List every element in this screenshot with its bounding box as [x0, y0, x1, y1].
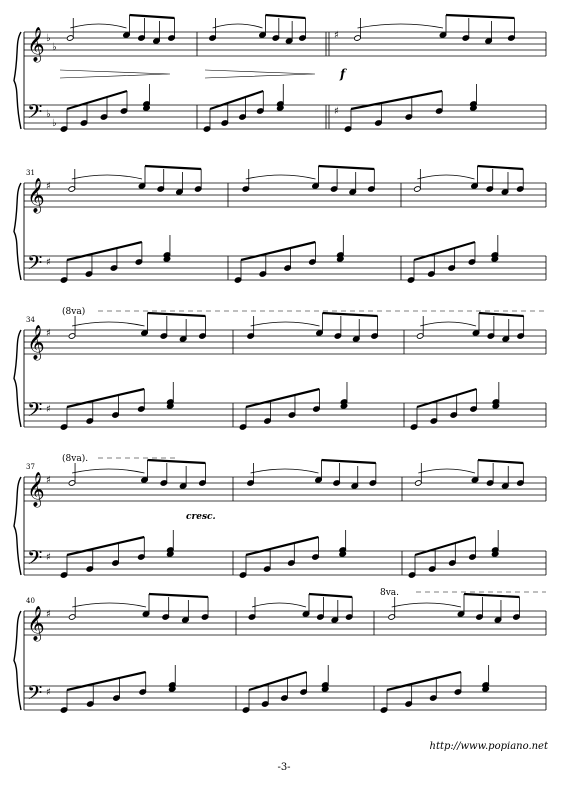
- note-beam: [309, 594, 352, 597]
- tie-slur: [252, 603, 306, 607]
- tie-slur: [246, 175, 316, 179]
- system-4: [14, 453, 546, 578]
- note-beam: [67, 537, 144, 555]
- bass-clef-icon: 𝄢: [27, 251, 43, 279]
- tie-slur: [251, 469, 319, 473]
- sharp-icon: ♯: [46, 257, 51, 268]
- tie-slur: [213, 24, 263, 28]
- bass-clef-icon: 𝄢: [27, 100, 43, 128]
- note-beam: [322, 460, 376, 463]
- note-beam: [148, 313, 206, 316]
- note-beam: [246, 537, 318, 555]
- treble-clef-icon: 𝄞: [27, 27, 45, 62]
- sharp-icon: ♯: [46, 552, 51, 563]
- tie-slur: [72, 322, 144, 326]
- treble-clef-icon: 𝄞: [27, 606, 45, 641]
- note-beam: [67, 672, 146, 690]
- ottava-marking: (8va).: [62, 454, 89, 464]
- note-beam: [415, 537, 475, 555]
- flat-icon: ♭: [46, 109, 51, 120]
- flat-icon: ♭: [46, 33, 51, 44]
- note-beam: [479, 313, 524, 316]
- flat-icon: ♭: [52, 118, 57, 129]
- note-beam: [446, 15, 514, 18]
- measure-number: 34: [26, 316, 35, 324]
- note-beam: [478, 460, 523, 463]
- tie-slur: [420, 322, 476, 326]
- note-beam: [67, 389, 144, 407]
- system-1: [14, 15, 546, 132]
- grand-staff-brace: [14, 330, 21, 427]
- sharp-icon: ♯: [334, 106, 339, 117]
- treble-clef-icon: 𝄞: [27, 178, 45, 213]
- tie-slur: [251, 322, 320, 326]
- note-beam: [249, 672, 307, 690]
- note-beam: [67, 91, 127, 109]
- sharp-icon: ♯: [46, 687, 51, 698]
- tie-slur: [72, 603, 146, 607]
- treble-clef-icon: 𝄞: [27, 472, 45, 507]
- page-number: -3-: [277, 762, 291, 773]
- flat-icon: ♭: [52, 42, 57, 53]
- note-beam: [319, 166, 375, 169]
- tie-slur: [392, 603, 461, 607]
- sharp-icon: ♯: [46, 404, 51, 415]
- hairpin-decrescendo: [205, 70, 315, 78]
- note-beam: [241, 242, 315, 260]
- treble-clef-icon: 𝄞: [27, 325, 45, 360]
- grand-staff-brace: [14, 32, 21, 129]
- note-beam: [246, 389, 319, 407]
- grand-staff-brace: [14, 477, 21, 575]
- measure-number: 31: [26, 169, 35, 177]
- tie-slur: [417, 175, 474, 179]
- note-beam: [323, 313, 378, 316]
- tie-slur: [358, 24, 444, 28]
- tie-slur: [70, 24, 126, 28]
- ottava-marking: 8va.: [380, 588, 400, 598]
- sharp-icon: ♯: [46, 181, 51, 192]
- measure-number: 37: [26, 463, 35, 471]
- bass-clef-icon: 𝄢: [27, 398, 43, 426]
- note-beam: [351, 91, 442, 109]
- system-2: [14, 166, 546, 283]
- sharp-icon: ♯: [46, 609, 51, 620]
- note-beam: [478, 166, 524, 169]
- sharp-icon: ♯: [46, 475, 51, 486]
- note-beam: [414, 242, 475, 260]
- note-beam: [266, 15, 306, 18]
- system-5: [14, 588, 546, 713]
- note-beam: [130, 15, 175, 18]
- note-beam: [145, 166, 201, 169]
- sharp-icon: ♯: [334, 30, 339, 41]
- hairpin-crescendo: [60, 70, 170, 78]
- measure-number: 40: [26, 597, 35, 605]
- bass-clef-icon: 𝄢: [27, 681, 43, 709]
- note-beam: [149, 594, 208, 597]
- note-beam: [387, 672, 461, 690]
- note-beam: [210, 91, 263, 109]
- grand-staff-brace: [14, 611, 21, 710]
- website-credit: http://www.popiano.net: [429, 741, 548, 752]
- tie-slur: [418, 469, 475, 473]
- note-beam: [464, 594, 519, 597]
- tie-slur: [72, 175, 142, 179]
- note-beam: [417, 389, 477, 407]
- system-3: [14, 306, 546, 430]
- note-beam: [148, 460, 206, 463]
- note-beam: [67, 242, 142, 260]
- bass-clef-icon: 𝄢: [27, 546, 43, 574]
- expression-marking: cresc.: [186, 512, 216, 522]
- dynamic-marking: f: [340, 67, 346, 81]
- tie-slur: [72, 469, 144, 473]
- sharp-icon: ♯: [46, 328, 51, 339]
- grand-staff-brace: [14, 183, 21, 280]
- ottava-marking: (8va): [62, 307, 86, 317]
